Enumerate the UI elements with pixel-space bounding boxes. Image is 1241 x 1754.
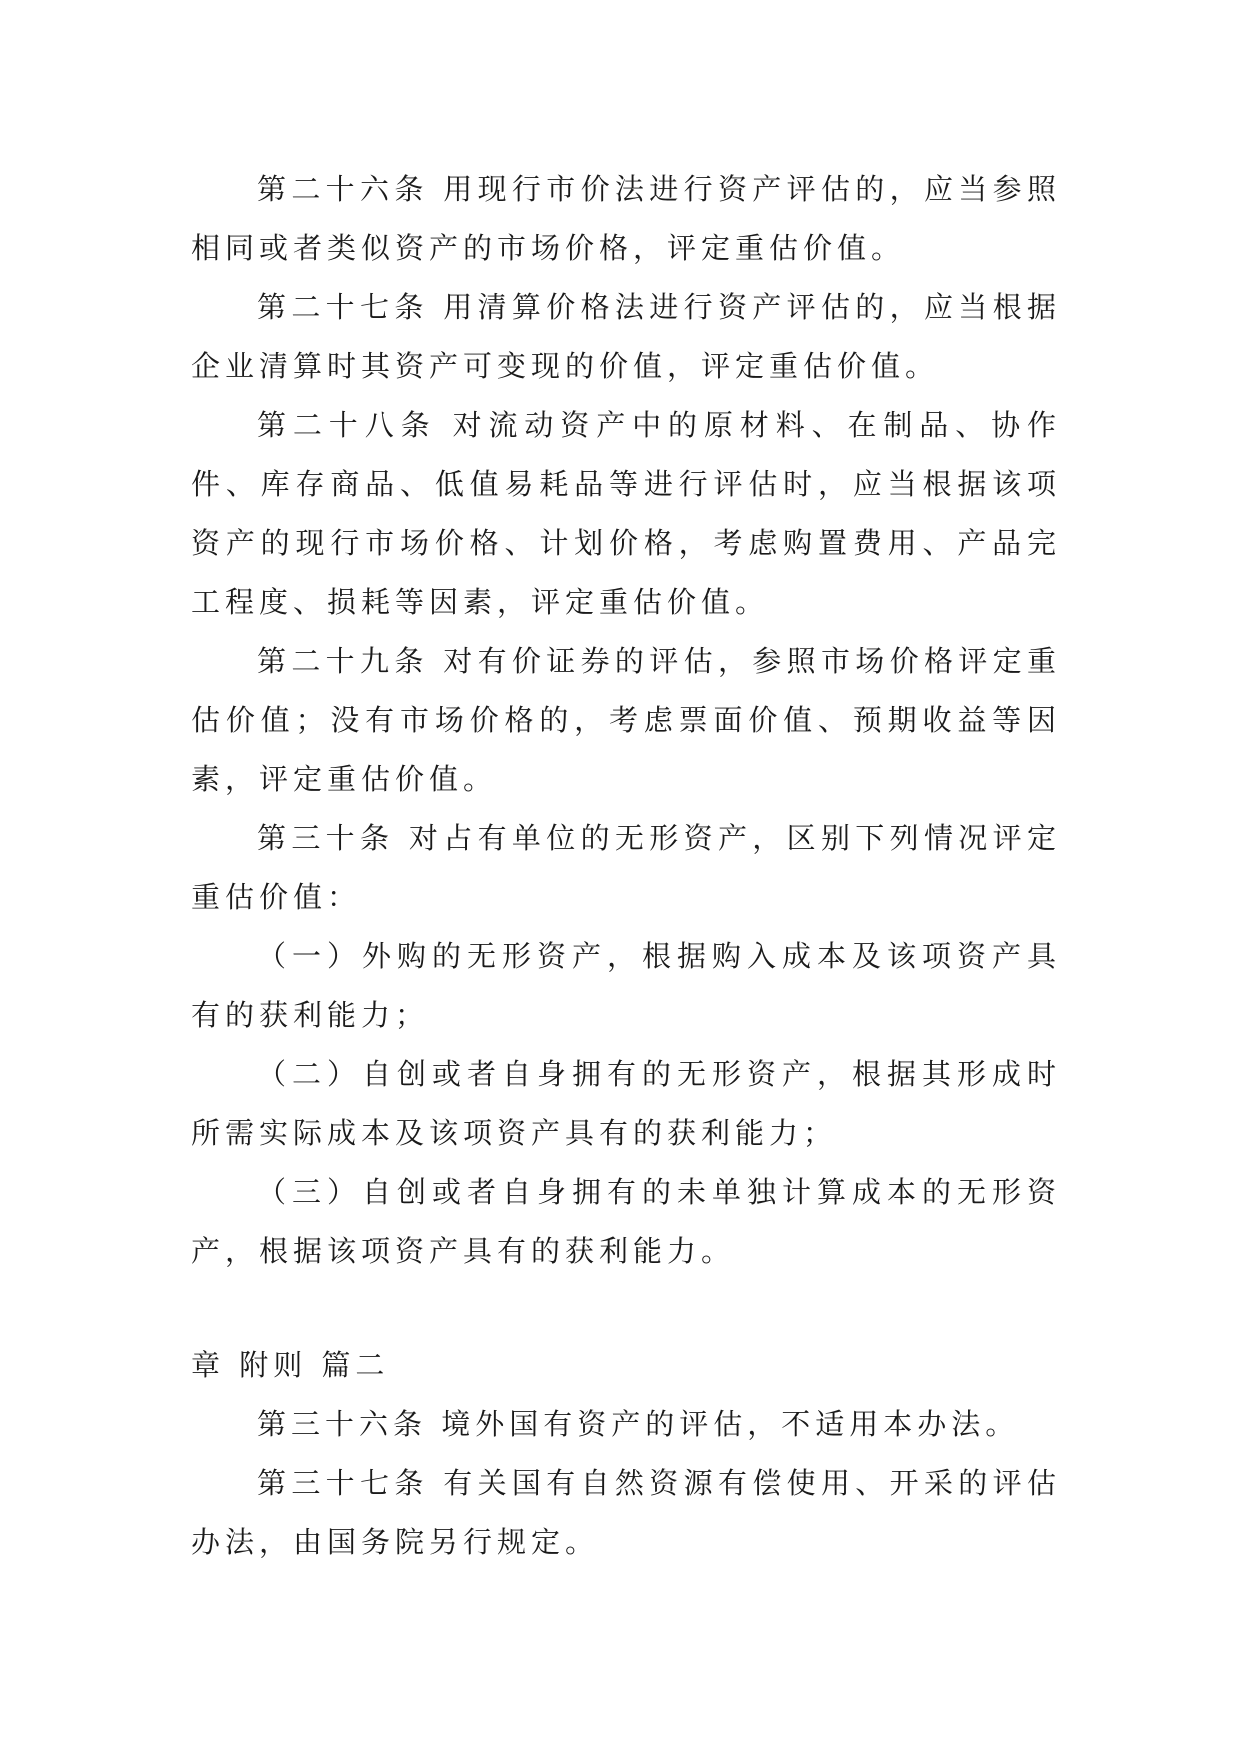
article-26: 第二十六条 用现行市价法进行资产评估的，应当参照相同或者类似资产的市场价格，评定重估价值。 bbox=[191, 172, 1061, 265]
article-37: 第三十七条 有关国有自然资源有偿使用、开采的评估办法，由国务院另行规定。 bbox=[191, 1466, 1061, 1559]
article-30: 第三十条 对占有单位的无形资产，区别下列情况评定重估价值： bbox=[191, 821, 1061, 914]
article-36: 第三十六条 境外国有资产的评估，不适用本办法。 bbox=[257, 1407, 1020, 1441]
article-29: 第二十九条 对有价证券的评估，参照市场价格评定重估价值；没有市场价格的，考虑票面价值、预期收益等因素，评定重估价值。 bbox=[191, 644, 1061, 796]
section-heading: 章 附则 篇二 bbox=[191, 1348, 390, 1382]
document-body bbox=[191, 160, 1061, 1572]
article-30-item-2: （二）自创或者自身拥有的无形资产，根据其形成时所需实际成本及该项资产具有的获利能力； bbox=[191, 1057, 1061, 1150]
article-30-item-1: （一）外购的无形资产，根据购入成本及该项资产具有的获利能力； bbox=[191, 939, 1061, 1032]
article-28: 第二十八条 对流动资产中的原材料、在制品、协作件、库存商品、低值易耗品等进行评估时，应当根据该项资产的现行市场价格、计划价格，考虑购置费用、产品完工程度、损耗等因素，评定重估价值。 bbox=[191, 408, 1061, 619]
article-30-item-3: （三）自创或者自身拥有的未单独计算成本的无形资产，根据该项资产具有的获利能力。 bbox=[191, 1175, 1061, 1268]
article-27: 第二十七条 用清算价格法进行资产评估的，应当根据企业清算时其资产可变现的价值，评定重估价值。 bbox=[191, 290, 1061, 383]
